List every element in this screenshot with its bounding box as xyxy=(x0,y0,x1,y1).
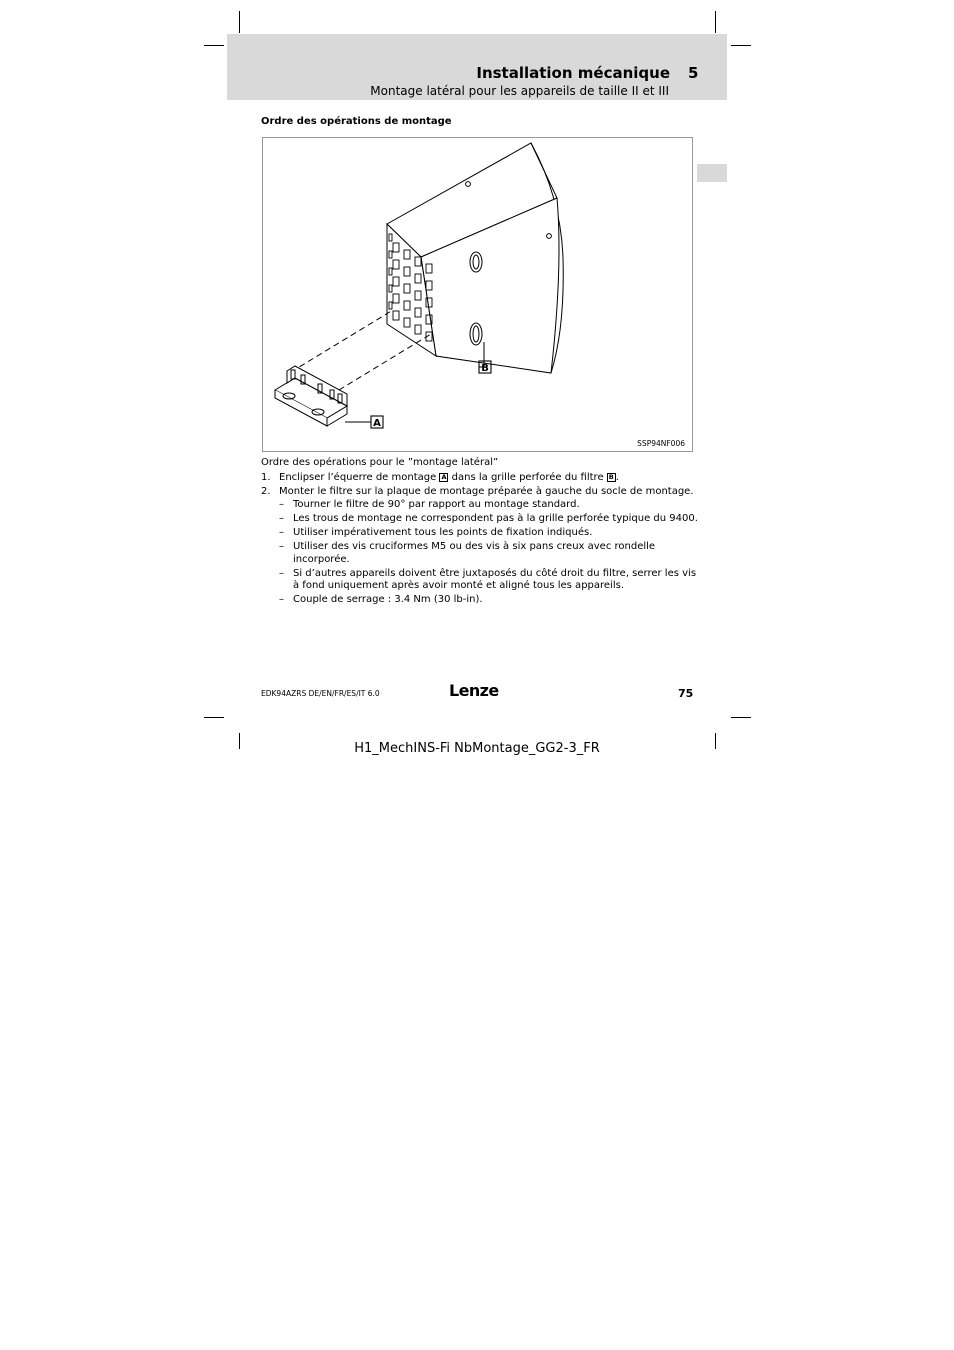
list-item-text: Utiliser impérativement tous les points de fixation indiqués. xyxy=(293,527,593,538)
instructions-intro: Ordre des opérations pour le ”montage latéral” xyxy=(261,457,499,468)
crop-mark xyxy=(731,45,751,46)
ref-b-box: B xyxy=(608,473,614,481)
dash-bullet: – xyxy=(279,541,284,552)
instructions xyxy=(261,456,701,608)
list-item-text: Si d’autres appareils doivent être juxtaposés du côté droit du filtre, serrer les vis à fond uniquement après avoir monté et aligné tous les appareils. xyxy=(293,567,697,591)
step-text-part: dans la grille perforée du filtre xyxy=(451,472,604,483)
list-item xyxy=(261,499,701,512)
callout-b: B xyxy=(481,363,489,374)
section-title: Installation mécanique xyxy=(476,64,670,82)
dash-bullet: – xyxy=(279,594,284,605)
step-2 xyxy=(261,485,701,499)
step-number: 2. xyxy=(261,486,271,497)
mounting-figure xyxy=(262,137,693,452)
step-text: Monter le filtre sur la plaque de montage préparée à gauche du socle de montage. xyxy=(279,486,694,497)
crop-mark xyxy=(239,11,240,33)
mounting-drawing xyxy=(263,138,694,453)
mounting-bracket xyxy=(275,366,347,426)
dash-bullet: – xyxy=(279,513,284,524)
step-1 xyxy=(261,471,701,485)
list-item-text: Couple de serrage : 3.4 Nm (30 lb-in). xyxy=(293,594,483,605)
step-text-part: . xyxy=(615,472,619,483)
file-slug: H1_MechINS-Fi NbMontage_GG2-3_FR xyxy=(354,741,600,756)
list-item xyxy=(261,513,701,526)
list-item-text: Les trous de montage ne correspondent pas à la grille perforée typique du 9400. xyxy=(293,513,698,524)
crop-mark xyxy=(204,717,224,718)
chapter-tab-marker xyxy=(697,164,727,182)
list-item xyxy=(261,527,701,540)
step-number: 1. xyxy=(261,472,271,483)
dash-bullet: – xyxy=(279,527,284,538)
step-text-part: Enclipser l’équerre de montage xyxy=(279,472,437,483)
subheading: Ordre des opérations de montage xyxy=(261,116,452,127)
page-number: 75 xyxy=(678,687,694,700)
lenze-logo: Lenze xyxy=(449,681,499,700)
step-text xyxy=(279,471,701,485)
crop-mark xyxy=(731,717,751,718)
dash-bullet: – xyxy=(279,499,284,510)
dash-bullet: – xyxy=(279,567,284,579)
crop-mark xyxy=(204,45,224,46)
list-item xyxy=(261,594,701,607)
list-item xyxy=(261,541,701,566)
footer-doc-id: EDK94AZRS DE/EN/FR/ES/IT 6.0 xyxy=(261,689,380,698)
figure-code: SSP94NF006 xyxy=(637,439,685,448)
list-item-text: Utiliser des vis cruciformes M5 ou des vis à six pans creux avec rondelle incorporée. xyxy=(293,541,656,565)
list-item-text: Tourner le filtre de 90° par rapport au montage standard. xyxy=(293,499,580,510)
chapter-number: 5 xyxy=(688,64,699,82)
callout-a: A xyxy=(373,418,381,429)
ref-a-box: A xyxy=(441,473,447,481)
crop-mark xyxy=(715,11,716,33)
list-item xyxy=(261,568,701,593)
step-2-sublist xyxy=(261,499,701,607)
section-subtitle: Montage latéral pour les appareils de taille II et III xyxy=(370,84,669,98)
